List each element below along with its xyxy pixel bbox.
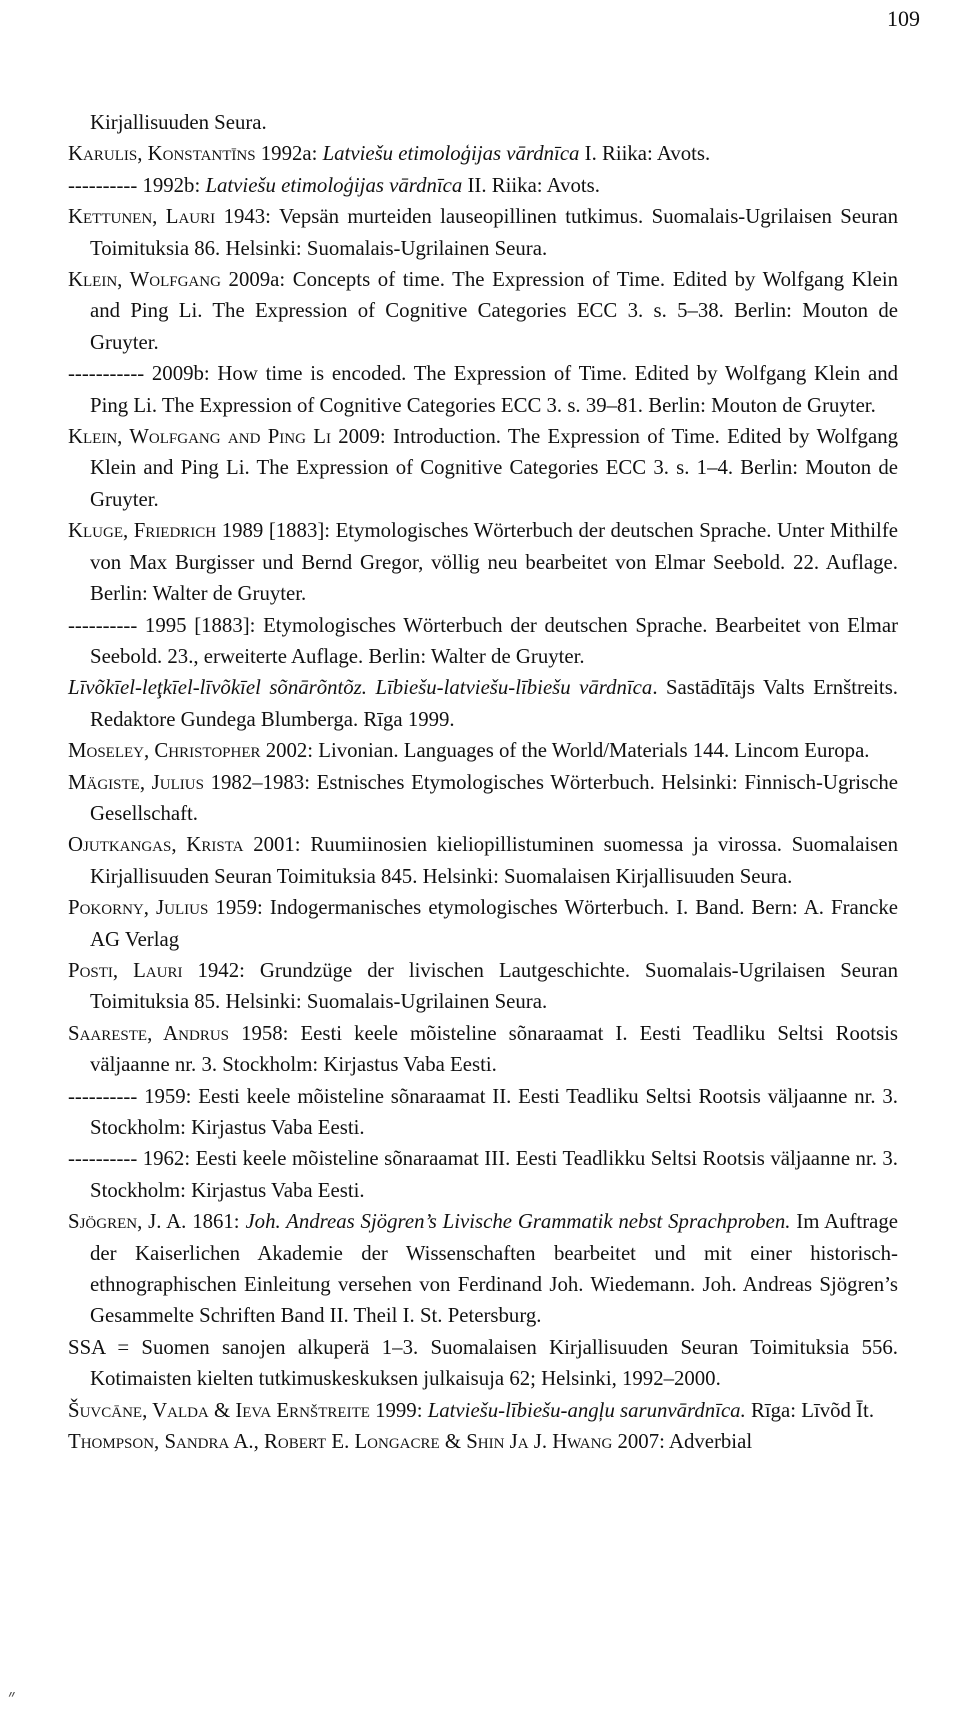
- bib-text: ---------- 1962: Eesti keele mõisteline sõnaraamat III. Eesti Teadlikku Seltsi Rootsis väljaanne nr. 3. Stockholm: Kirjastus Vaba Eesti.: [68, 1147, 898, 1202]
- bib-author: Karulis, Konstantīns: [68, 142, 256, 166]
- bib-text: 2007: Adverbial: [612, 1430, 753, 1454]
- bib-author: Šuvcāne, Valda & Ieva Ernštreite: [68, 1398, 370, 1422]
- bib-author: Saareste, Andrus: [68, 1021, 230, 1045]
- bib-text: 1861:: [186, 1210, 246, 1234]
- bib-entry: [68, 1426, 898, 1457]
- bib-entry: [68, 767, 898, 830]
- bib-text: ---------- 1992b:: [68, 173, 206, 197]
- footer-mark: ״: [8, 1686, 16, 1708]
- bib-author: Posti, Lauri: [68, 958, 183, 982]
- bib-entry: [68, 1018, 898, 1081]
- bib-author: Sjögren, J. A.: [68, 1210, 187, 1234]
- bib-text: ---------- 1959: Eesti keele mõisteline sõnaraamat II. Eesti Teadliku Seltsi Rootsis väljaanne nr. 3. Stockholm: Kirjastus Vaba Eesti.: [68, 1084, 898, 1139]
- bib-text: ----------- 2009b: How time is encoded. The Expression of Time. Edited by Wolfgang Klein and Ping Li. The Expression of Cognitive Categories ECC 3. s. 39–81. Berlin: Mouton de Gruyter.: [68, 362, 898, 417]
- bib-text: 2009a: Concepts of time. The Expression of Time. Edited by Wolfgang Klein and Ping Li. The Expression of Cognitive Categories ECC 3. s. 5–38. Berlin: Mouton de Gruyter.: [90, 268, 898, 354]
- bib-entry: [68, 955, 898, 1018]
- bib-text: Kirjallisuuden Seura.: [90, 111, 267, 134]
- bib-text: Im Auftrage der Kaiserlichen Akademie der Wissenschaften bearbeitet und mit einer historisch-ethnographischen Einleitung versehen von Ferdinand Joh. Wiedemann. Joh. Andreas Sjögren’s Gesammelte Schriften Band II. Theil I. St. Petersburg.: [90, 1210, 898, 1328]
- bib-author: Kluge, Friedrich: [68, 519, 217, 543]
- bib-text: II. Riika: Avots.: [462, 173, 600, 197]
- bib-entry: [68, 1081, 898, 1144]
- bib-text: 2001: Ruumiinosien kieliopillistuminen suomessa ja virossa. Suomalaisen Kirjallisuuden Seuran Toimituksia 845. Helsinki: Suomalaisen Kirjallisuuden Seura.: [90, 833, 898, 888]
- bib-entry: [68, 1332, 898, 1395]
- bibliography-list: [68, 107, 898, 1457]
- bib-entry: [68, 107, 898, 138]
- bib-entry: [68, 138, 898, 169]
- bib-entry: [68, 421, 898, 515]
- bib-text: 1989 [1883]: Etymologisches Wörterbuch der deutschen Sprache. Unter Mithilfe von Max Burgisser und Bernd Gregor, völlig neu bearbeitet von Elmar Seebold. 22. Auflage. Berlin: Walter de Gruyter.: [90, 519, 898, 606]
- bib-text: 1959: Indogermanisches etymologisches Wörterbuch. I. Band. Bern: A. Francke AG Verlag: [90, 896, 899, 951]
- bib-entry: [68, 170, 898, 201]
- bib-author: Ojutkangas, Krista: [68, 833, 244, 857]
- bib-text: 1992a:: [255, 142, 323, 166]
- bib-text: 1943: Vepsän murteiden lauseopillinen tutkimus. Suomalais-Ugrilaisen Seuran Toimituksia 86. Helsinki: Suomalais-Ugrilainen Seura.: [90, 205, 898, 260]
- bib-text: 2009: Introduction. The Expression of Time. Edited by Wolfgang Klein and Ping Li. The Expression of Cognitive Categories ECC 3. s. 1–4. Berlin: Mouton de Gruyter.: [90, 425, 898, 511]
- bib-title: Latviešu etimoloģijas vārdnīca: [322, 142, 580, 166]
- bib-author: Pokorny, Julius: [68, 896, 209, 920]
- bib-author: Thompson, Sandra A., Robert E. Longacre & Shin Ja J. Hwang: [68, 1430, 613, 1454]
- bib-entry: [68, 672, 898, 735]
- bib-title: Latviešu-lībiešu-angļu sarunvārdnīca.: [427, 1398, 746, 1422]
- bib-text: 1958: Eesti keele mõisteline sõnaraamat I. Eesti Teadliku Seltsi Rootsis väljaanne nr. 3. Stockholm: Kirjastus Vaba Eesti.: [90, 1021, 898, 1077]
- bib-entry: [68, 1206, 898, 1332]
- bib-entry: [68, 735, 898, 766]
- bib-entry: [68, 829, 898, 892]
- bib-text: 2002: Livonian. Languages of the World/Materials 144. Lincom Europa.: [260, 739, 870, 763]
- bib-text: . Sastādītājs Valts Ernštreits. Redaktore Gundega Blumberga. Rīga 1999.: [90, 676, 899, 731]
- bib-entry: [68, 610, 898, 673]
- bib-text: Rīga: Līvõd Īt.: [745, 1398, 875, 1422]
- bib-text: I. Riika: Avots.: [579, 142, 711, 166]
- bib-author: Moseley, Christopher: [68, 739, 261, 763]
- bib-entry: [68, 515, 898, 609]
- bib-title: Joh. Andreas Sjögren’s Livische Grammatik nebst Sprachproben.: [245, 1210, 791, 1234]
- bib-entry: [68, 1143, 898, 1206]
- bib-title: Līvõkīel-leţkīel-līvõkīel sõnārõntõz. Lībiešu-latviešu-lībiešu vārdnīca: [68, 676, 653, 700]
- bib-text: 1942: Grundzüge der livischen Lautgeschichte. Suomalais-Ugrilaisen Seuran Toimituksia 85. Helsinki: Suomalais-Ugrilainen Seura.: [90, 958, 898, 1014]
- bib-author: Kettunen, Lauri: [68, 205, 216, 229]
- bib-author: Klein, Wolfgang: [68, 268, 221, 292]
- bib-author: Mägiste, Julius: [68, 770, 204, 794]
- bib-entry: [68, 892, 898, 955]
- bib-text: 1982–1983: Estnisches Etymologisches Wörterbuch. Helsinki: Finnisch-Ugrische Gesellschaft.: [90, 770, 898, 825]
- bib-text: 1999:: [369, 1398, 428, 1422]
- bib-text: SSA = Suomen sanojen alkuperä 1–3. Suomalaisen Kirjallisuuden Seuran Toimituksia 556. Kotimaisten kielten tutkimuskeskuksen julkaisuja 62; Helsinki, 1992–2000.: [68, 1335, 898, 1391]
- bib-author: Klein, Wolfgang and Ping Li: [68, 425, 331, 449]
- page-number: 109: [887, 6, 920, 31]
- bib-title: Latviešu etimoloģijas vārdnīca: [205, 173, 463, 197]
- bib-entry: [68, 264, 898, 358]
- bib-entry: [68, 201, 898, 264]
- bib-text: ---------- 1995 [1883]: Etymologisches Wörterbuch der deutschen Sprache. Bearbeitet von Elmar Seebold. 23., erweiterte Auflage. Berlin: Walter de Gruyter.: [68, 613, 898, 668]
- bib-entry: [68, 1395, 898, 1426]
- bib-entry: [68, 358, 898, 421]
